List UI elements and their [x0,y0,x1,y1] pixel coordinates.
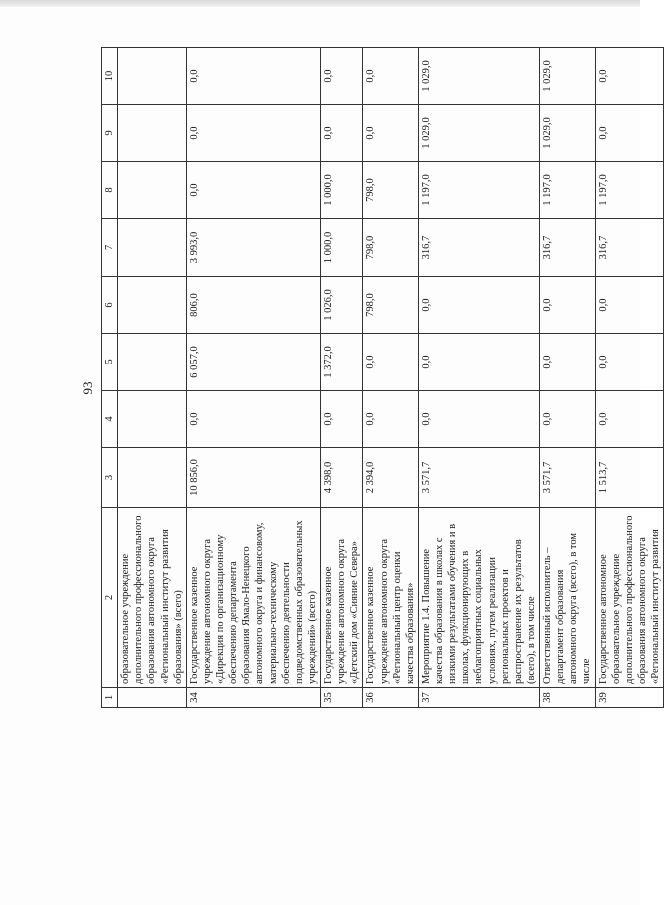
value-cell: 798,0 [363,277,419,334]
value-cell: 0,0 [595,391,664,448]
rotated-table-container [101,48,661,708]
header-cell: 7 [102,219,118,277]
row-number-cell: 39 [595,688,664,708]
header-cell: 8 [102,162,118,219]
value-cell: 316,7 [540,219,596,277]
value-cell: 1 197,0 [595,162,664,219]
header-cell: 6 [102,277,118,334]
value-cell: 0,0 [321,105,363,162]
table-row [186,48,320,708]
value-cell: 0,0 [363,391,419,448]
value-cell: 0,0 [321,48,363,105]
header-cell: 5 [102,334,118,391]
row-number-cell: 35 [321,688,363,708]
value-cell: 3 571,7 [418,448,539,508]
value-cell: 0,0 [418,391,539,448]
value-cell: 0,0 [186,391,320,448]
value-cell: 1 513,7 [595,448,664,508]
row-description-cell: Государственное казенное учреждение автономного округа «Детский дом «Сияние Севера» [321,508,363,688]
table-row [595,48,664,708]
header-cell: 9 [102,105,118,162]
value-cell: 0,0 [540,277,596,334]
value-cell: 0,0 [540,391,596,448]
row-number-cell: 36 [363,688,419,708]
row-description-cell: Мероприятие 1.4. Повышение качества образования в школах с низкими результатами обучения и в школах, функционирующих в неблагоприятных социальных условиях, путем реализации региональных проектов и распространение их результатов (всего), в том числе [418,508,539,688]
row-description-cell: Государственное автономное образовательное учреждение дополнительного профессионального образования автономного округа «Региональный институт развития [595,508,664,688]
value-cell: 1 029,0 [418,105,539,162]
value-cell: 0,0 [595,105,664,162]
value-cell: 0,0 [540,334,596,391]
value-cell: 0,0 [321,391,363,448]
value-cell: 798,0 [363,162,419,219]
value-cell: 0,0 [595,334,664,391]
value-cell: 0,0 [186,48,320,105]
row-description-cell: Государственное казенное учреждение автономного округа «Дирекция по организационному обеспечению департамента образования Ямало-Ненецкого автономного округа и финансовому, материально-техническому обеспечению деятельности подведомственных образовательных учреждений» (всего) [186,508,320,688]
value-cell: 0,0 [363,334,419,391]
header-cell: 1 [102,688,118,708]
value-cell: 806,0 [186,277,320,334]
value-cell: 2 394,0 [363,448,419,508]
value-cell [118,448,187,508]
value-cell: 10 856,0 [186,448,320,508]
value-cell: 0,0 [418,277,539,334]
value-cell: 1 000,0 [321,162,363,219]
table-row [118,48,187,708]
value-cell [118,105,187,162]
value-cell: 0,0 [363,105,419,162]
row-number-cell: 38 [540,688,596,708]
row-description-cell: Государственное казенное учреждение автономного округа «Региональный центр оценки качества образования» [363,508,419,688]
row-number-cell: 34 [186,688,320,708]
budget-table [101,47,664,708]
value-cell: 1 372,0 [321,334,363,391]
header-cell: 3 [102,448,118,508]
header-cell: 2 [102,508,118,688]
value-cell: 798,0 [363,219,419,277]
value-cell: 1 026,0 [321,277,363,334]
value-cell: 3 993,0 [186,219,320,277]
table-row [540,48,596,708]
header-cell: 10 [102,48,118,105]
value-cell: 1 029,0 [540,105,596,162]
value-cell: 0,0 [595,277,664,334]
value-cell: 3 571,7 [540,448,596,508]
value-cell [118,162,187,219]
row-number-cell [118,688,187,708]
value-cell: 316,7 [595,219,664,277]
value-cell [118,48,187,105]
value-cell [118,391,187,448]
row-description-cell: образовательное учреждение дополнительного профессионального образования автономного округа «Региональный институт развития образования» (всего) [118,508,187,688]
value-cell [118,277,187,334]
value-cell: 0,0 [418,334,539,391]
value-cell: 0,0 [595,48,664,105]
table-row [321,48,363,708]
value-cell [118,334,187,391]
value-cell: 6 057,0 [186,334,320,391]
table-header-row [102,48,118,708]
value-cell: 0,0 [186,162,320,219]
value-cell [118,219,187,277]
page-number: 93 [80,381,95,395]
table-row [418,48,539,708]
value-cell: 1 000,0 [321,219,363,277]
row-description-cell: Ответственный исполнитель – департамент образования автономного округа (всего), в том числе [540,508,596,688]
scan-top-edge [0,0,640,7]
header-cell: 4 [102,391,118,448]
value-cell: 316,7 [418,219,539,277]
value-cell: 0,0 [363,48,419,105]
value-cell: 4 398,0 [321,448,363,508]
value-cell: 1 197,0 [418,162,539,219]
value-cell: 1 029,0 [540,48,596,105]
value-cell: 1 197,0 [540,162,596,219]
table-row [363,48,419,708]
row-number-cell: 37 [418,688,539,708]
value-cell: 0,0 [186,105,320,162]
value-cell: 1 029,0 [418,48,539,105]
